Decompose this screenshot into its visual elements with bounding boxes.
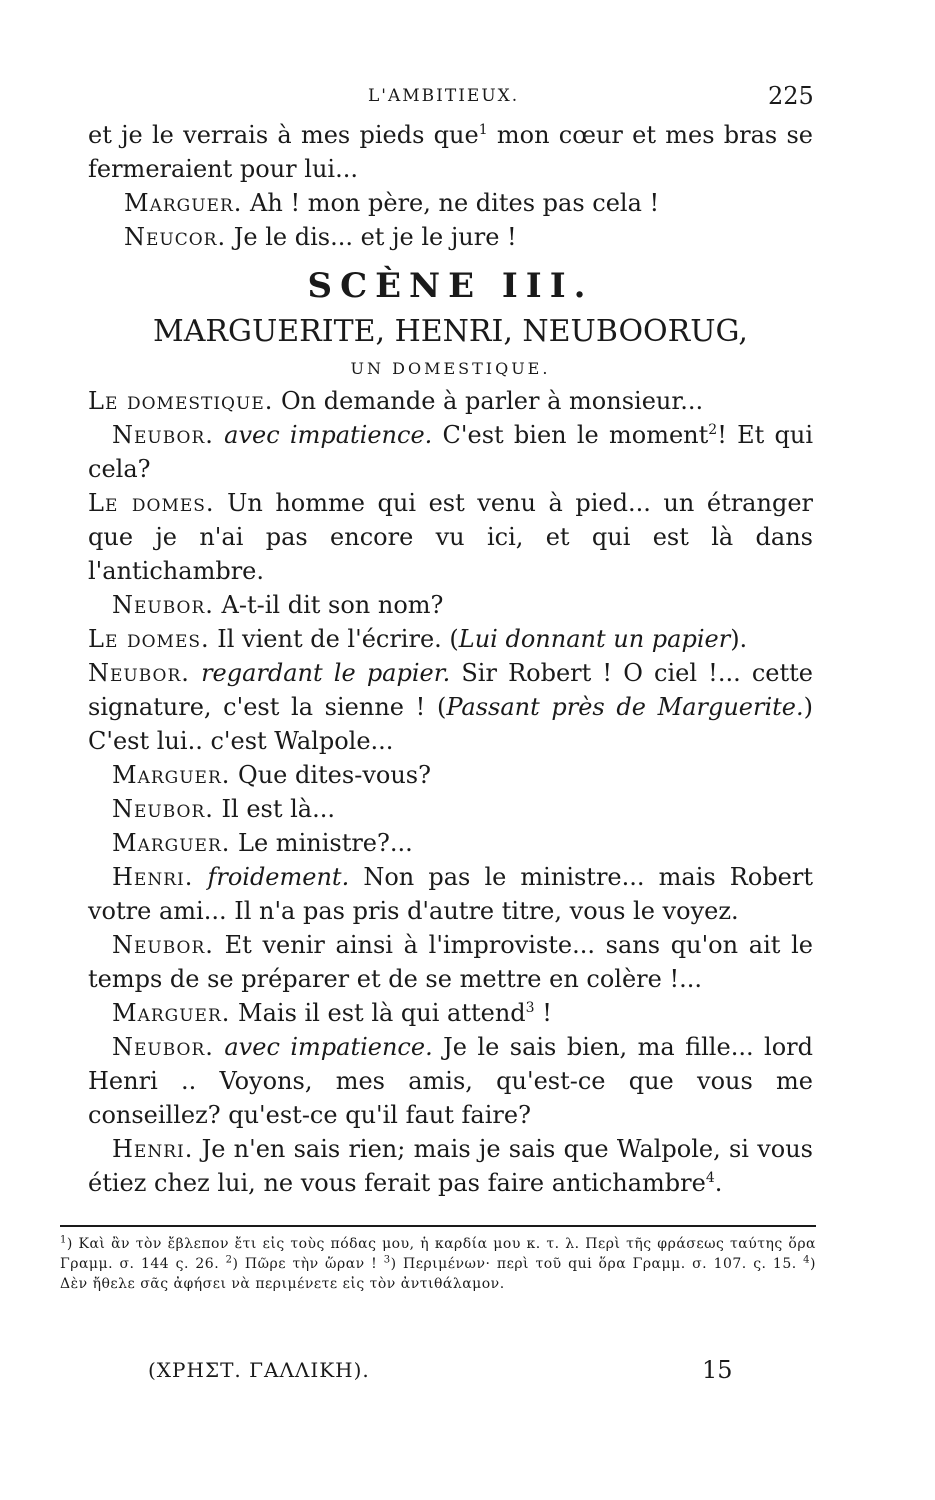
speaker-name: Henri. <box>112 1135 194 1163</box>
running-title: L'AMBITIEUX. <box>368 86 520 106</box>
footnote-ref: 1 <box>478 122 488 138</box>
speaker-name: Neubor. <box>112 421 214 449</box>
dialogue-line: Neubor. avec impatience. Je le sais bien, ma fille... lord Henri .. Voyons, mes amis, qu'est-ce que vous me conseillez? qu'est-ce qu'il faut faire? <box>88 1033 813 1129</box>
dialogue-line: Le domes. Il vient de l'écrire. (Lui donnant un papier). <box>88 625 748 653</box>
page-footer <box>0 1358 935 1388</box>
stage-direction: froidement. <box>193 863 350 891</box>
dialogue-line: Marguer. Le ministre?... <box>112 829 413 857</box>
stage-direction: Lui donnant un papier <box>458 625 731 653</box>
stage-direction: regardant le papier. <box>189 659 451 687</box>
dialogue-line: Henri. Je n'en sais rien; mais je sais que Walpole, si vous étiez chez lui, ne vous ferait pas faire antichambre$^4$. <box>88 1135 813 1197</box>
footnote-ref: 2 <box>708 422 718 438</box>
text-line: et je le verrais à mes pieds que$^1$ mon cœur et mes bras se fermeraient pour lui... <box>88 121 813 183</box>
dialogue-line: Le domestique. On demande à parler à monsieur... <box>88 387 704 415</box>
speaker-name: Henri. <box>112 863 194 891</box>
footnotes <box>60 1234 816 1294</box>
footnote-text: $^1$) Καὶ ἂν τὸν ἔβλεπον ἔτι εἰς τοὺς πόδας μου, ἡ καρδία μου κ. τ. λ. Περὶ τῆς φράσεως ταύτης ὅρα Γραμμ. σ. 144 ς. 26. $^2$) Πῶρε τὴν ὥραν ! $^3$) Περιμένων· περὶ τοῦ qui ὅρα Γραμμ. σ. 107. ς. 15. $^4$) Δὲν ἤθελε σᾶς ἀφήσει νὰ περιμένετε εἰς τὸν ἀντιθάλαμον. <box>60 1234 816 1292</box>
dialogue-line: Marguer. Mais il est là qui attend$^3$ ! <box>112 999 552 1027</box>
dialogue-line: Marguer. Ah ! mon père, ne dites pas cela ! <box>124 189 660 217</box>
dialogue-line: Neubor. Il est là... <box>112 795 335 823</box>
footnote-ref: 3 <box>525 1000 535 1016</box>
speaker-name: Neucor. <box>124 223 227 251</box>
page-body <box>88 118 813 1200</box>
speaker-name: Le domes. <box>88 625 210 653</box>
scene-characters: MARGUERITE, HENRI, NEUBOORUG, <box>153 314 748 349</box>
dialogue-line: Neubor. avec impatience. C'est bien le moment$^2$! Et qui cela? <box>88 421 813 483</box>
speaker-name: Neubor. <box>112 1033 214 1061</box>
speaker-name: Le domestique. <box>88 387 274 415</box>
dialogue-line: Neubor. A-t-il dit son nom? <box>112 591 444 619</box>
scene-characters-sub: UN DOMESTIQUE. <box>350 359 551 378</box>
speaker-name: Neubor. <box>112 931 214 959</box>
dialogue-line: Marguer. Que dites-vous? <box>112 761 431 789</box>
dialogue-line: Neubor. Et venir ainsi à l'improviste... sans qu'on ait le temps de se préparer et de se mettre en colère !... <box>88 931 813 993</box>
speaker-name: Marguer. <box>112 829 231 857</box>
footnote-ref: 4 <box>705 1170 715 1186</box>
speaker-name: Le domes. <box>88 489 215 517</box>
stage-direction: Passant près de Marguerite. <box>446 693 804 721</box>
stage-direction: avec impatience. <box>213 421 433 449</box>
scene-title: SCÈNE III. <box>307 266 594 306</box>
speaker-name: Neubor. <box>88 659 190 687</box>
footnote-rule <box>60 1225 816 1227</box>
speaker-name: Marguer. <box>124 189 243 217</box>
speaker-name: Neubor. <box>112 795 214 823</box>
dialogue-line: Le domes. Un homme qui est venu à pied... un étranger que je n'ai pas encore vu ici, et qui est là dans l'antichambre. <box>88 489 813 585</box>
signature-mark: (ΧΡΗΣΤ. ΓΑΛΛΙΚΗ). <box>148 1358 370 1382</box>
dialogue-line: Neucor. Je le dis... et je le jure ! <box>124 223 517 251</box>
gathering-number: 15 <box>702 1356 733 1384</box>
page-number: 225 <box>768 82 814 110</box>
dialogue-line: Henri. froidement. Non pas le ministre... mais Robert votre ami... Il n'a pas pris d'autre titre, vous le voyez. <box>88 863 813 925</box>
dialogue-line: Neubor. regardant le papier. Sir Robert ! O ciel !... cette signature, c'est la sienne ! (Passant près de Marguerite.) C'est lui.. c'est Walpole... <box>88 659 813 755</box>
speaker-name: Marguer. <box>112 761 231 789</box>
stage-direction: avec impatience. <box>213 1033 433 1061</box>
speaker-name: Neubor. <box>112 591 214 619</box>
speaker-name: Marguer. <box>112 999 231 1027</box>
running-head <box>0 82 935 110</box>
